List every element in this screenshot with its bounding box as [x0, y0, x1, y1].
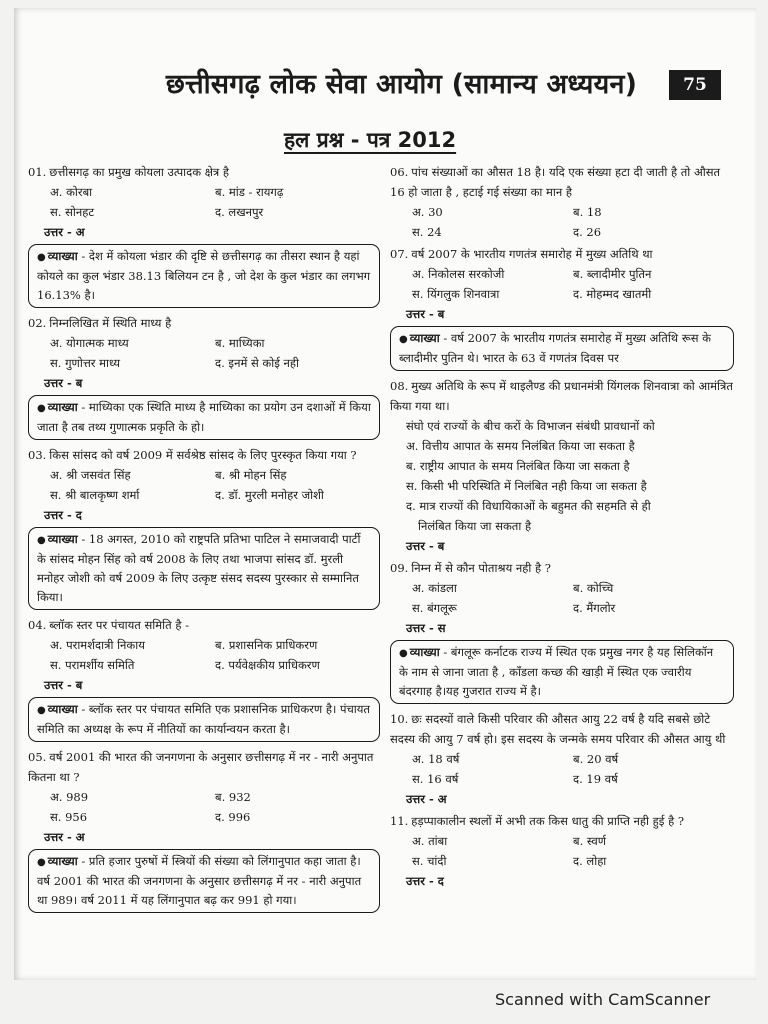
scanner-watermark: Scanned with CamScanner — [495, 990, 711, 1009]
option-c: स. 24 — [412, 225, 442, 239]
explanation-box — [28, 697, 380, 742]
option-d: द. लखनपुर — [215, 205, 264, 219]
question-text: वर्ष 2007 के भारतीय गणतंत्र समारोह में मुख्य अतिथि था — [411, 247, 653, 261]
option-b: ब. मांड - रायगढ़ — [215, 185, 284, 199]
question-number: 11. — [390, 814, 409, 828]
question-9 — [390, 558, 734, 704]
option-b: ब. माध्यिका — [215, 336, 265, 350]
explanation-head: व्याख्या — [47, 532, 78, 546]
question-number: 05. — [28, 750, 47, 764]
answer: उत्तर - अ — [406, 792, 447, 806]
option-d: द. 19 वर्ष — [573, 772, 618, 786]
option-b: ब. 932 — [215, 790, 251, 804]
answer: उत्तर - ब — [44, 678, 83, 692]
question-lead: संघो एवं राज्यों के बीच करों के विभाजन संबंधी प्रावधानों को — [406, 419, 655, 433]
option-a: अ. परामर्शदात्री निकाय — [50, 638, 145, 652]
question-text: छः सदस्यों वाले किसी परिवार की औसत आयु 22 वर्ष है यदि सबसे छोटे सदस्य की आयु 7 वर्ष हो। इस सदस्य के जन्मके समय परिवार की औसत आयु थी — [390, 712, 726, 746]
option-c: स. 956 — [50, 810, 88, 824]
question-number: 10. — [390, 712, 409, 726]
bullet-icon: ● — [37, 705, 46, 716]
explanation-box — [390, 326, 734, 371]
question-text: ब्लॉक स्तर पर पंचायत समिति है - — [49, 618, 189, 632]
question-2 — [28, 313, 380, 440]
option-a: अ. तांबा — [412, 834, 448, 848]
option-c: स. यिंगलुक शिनवात्रा — [412, 287, 500, 301]
question-text: निम्नलिखित में स्थिति माध्य है — [49, 316, 172, 330]
option-a: अ. कोरबा — [50, 185, 93, 199]
answer: उत्तर - द — [406, 874, 444, 888]
option-a: अ. निकोलस सरकोजी — [412, 267, 505, 281]
explanation-head: व्याख्या — [47, 249, 78, 263]
left-column — [28, 162, 380, 918]
answer: उत्तर - ब — [44, 376, 83, 390]
explanation-text: - माध्यिका एक स्थिति माध्य है माध्यिका का प्रयोग उन दशाओं में किया जाता है तब तथ्य गुणात्मक प्रकृति के हो। — [37, 400, 371, 434]
explanation-head: व्याख्या — [47, 400, 78, 414]
explanation-box — [390, 640, 734, 704]
option-b: ब. स्वर्ण — [573, 834, 607, 848]
question-text: किस सांसद को वर्ष 2009 में सर्वश्रेष्ठ सांसद के लिए पुरस्कृत किया गया ? — [49, 448, 357, 462]
explanation-box — [28, 527, 380, 610]
option-a: अ. 989 — [50, 790, 89, 804]
bullet-icon: ● — [399, 648, 408, 659]
option-b: ब. 20 वर्ष — [573, 752, 619, 766]
explanation-text: - देश में कोयला भंडार की दृष्टि से छत्तीसगढ़ का तीसरा स्थान है यहां कोयले का कुल भंडार 38.13 बिलियन टन है , जो देश के कुल भंडार का लगभग 16.13% है। — [37, 249, 371, 302]
option-c: स. सोनहट — [50, 205, 95, 219]
answer: उत्तर - द — [44, 508, 82, 522]
option-c: स. श्री बालकृष्ण शर्मा — [50, 488, 140, 502]
option-b: ब. कोच्चि — [573, 581, 614, 595]
option-b: ब. 18 — [573, 205, 602, 219]
option-a: अ. श्री जसवंत सिंह — [50, 468, 131, 482]
explanation-box — [28, 395, 380, 440]
explanation-text: - ब्लॉक स्तर पर पंचायत समिति एक प्रशासनिक प्राधिकरण है। पंचायत समिति का अध्यक्ष के रूप में नीतियों का कार्यान्वयन करता है। — [37, 702, 370, 736]
question-number: 03. — [28, 448, 47, 462]
question-number: 02. — [28, 316, 47, 330]
statement-d: द. मात्र राज्यों की विधायिकाओं के बहुमत की सहमति से ही — [406, 499, 651, 513]
explanation-text: - 18 अगस्त, 2010 को राष्ट्रपति प्रतिभा पाटिल ने समाजवादी पार्टी के सांसद मोहन सिंह को वर्ष 2008 के लिए तथा भाजपा सांसद डॉ. मुरली मनोहर जोशी को वर्ष 2009 के लिए उत्कृष्ट संसद सदस्य पुरस्कार से सम्मानित किया। — [37, 532, 361, 604]
option-d: द. डॉ. मुरली मनोहर जोशी — [215, 488, 324, 502]
bullet-icon: ● — [37, 535, 46, 546]
question-5 — [28, 747, 380, 913]
option-a: अ. 30 — [412, 205, 443, 219]
answer: उत्तर - स — [406, 621, 446, 635]
bullet-icon: ● — [37, 252, 46, 263]
question-11 — [390, 811, 734, 891]
option-d: द. इनमें से कोई नही — [215, 356, 299, 370]
question-3 — [28, 445, 380, 610]
explanation-head: व्याख्या — [409, 331, 440, 345]
option-c: स. चांदी — [412, 854, 447, 868]
answer: उत्तर - अ — [44, 830, 85, 844]
statement-c: स. किसी भी परिस्थिति में निलंबित नही किया जा सकता है — [406, 479, 647, 493]
question-text: मुख्य अतिथि के रूप में थाइलैण्ड की प्रधानमंत्री यिंगलक शिनवात्रा को आमंत्रित किया गया था। — [390, 379, 733, 413]
question-number: 09. — [390, 561, 409, 575]
option-d: द. मैंगलोर — [573, 601, 616, 615]
bullet-icon: ● — [37, 403, 46, 414]
option-b: ब. प्रशासनिक प्राधिकरण — [215, 638, 318, 652]
statement-d-continued: निलंबित किया जा सकता है — [418, 519, 532, 533]
answer: उत्तर - अ — [44, 225, 85, 239]
page-title: छत्तीसगढ़ लोक सेवा आयोग (सामान्य अध्ययन) — [165, 69, 638, 100]
explanation-text: - वर्ष 2007 के भारतीय गणतंत्र समारोह में मुख्य अतिथि रूस के ब्लादीमीर पुतिन थे। भारत के 63 वें गणतंत्र दिवस पर — [399, 331, 712, 365]
question-8 — [390, 376, 734, 556]
right-column — [390, 162, 734, 893]
explanation-head: व्याख्या — [47, 702, 78, 716]
statement-b: ब. राष्ट्रीय आपात के समय निलंबित किया जा सकता है — [406, 459, 630, 473]
question-6 — [390, 162, 734, 242]
question-text: छत्तीसगढ़ का प्रमुख कोयला उत्पादक क्षेत्र है — [49, 165, 230, 179]
question-number: 08. — [390, 379, 409, 393]
question-number: 01. — [28, 165, 47, 179]
question-text: पांच संख्याओं का औसत 18 है। यदि एक संख्या हटा दी जाती है तो औसत 16 हो जाता है , हटाई गई संख्या का मान है — [390, 165, 721, 199]
explanation-text: - बंगलूरू कर्नाटक राज्य में स्थित एक प्रमुख नगर है यह सिलिकॉन के नाम से जाना जाता है , कॉंडला कच्छ की खाड़ी में स्थित एक ज्वारीय बंदरगाह है।यह गुजरात राज्य में है। — [399, 645, 714, 698]
option-d: द. पर्यवेक्षकीय प्राधिकरण — [215, 658, 320, 672]
answer: उत्तर - ब — [406, 307, 445, 321]
answer: उत्तर - ब — [406, 539, 445, 553]
option-d: द. लोहा — [573, 854, 607, 868]
question-text: निम्न में से कौन पोताश्रय नही है ? — [411, 561, 551, 575]
explanation-head: व्याख्या — [47, 854, 78, 868]
option-c: स. परामर्शीय समिति — [50, 658, 135, 672]
option-c: स. बंगलूरू — [412, 601, 457, 615]
explanation-head: व्याख्या — [409, 645, 440, 659]
scanned-page — [14, 8, 756, 980]
option-d: द. मोहम्मद खातमी — [573, 287, 652, 301]
question-4 — [28, 615, 380, 742]
paper-subtitle: हल प्रश्न - पत्र 2012 — [284, 128, 457, 152]
question-7 — [390, 244, 734, 371]
explanation-box — [28, 849, 380, 913]
option-c: स. 16 वर्ष — [412, 772, 459, 786]
option-d: द. 996 — [215, 810, 251, 824]
option-a: अ. 18 वर्ष — [412, 752, 460, 766]
option-a: अ. कांडला — [412, 581, 457, 595]
option-b: ब. श्री मोहन सिंह — [215, 468, 287, 482]
question-10 — [390, 709, 734, 809]
explanation-text: - प्रति हजार पुरुषों में स्त्रियों की संख्या को लिंगानुपात कहा जाता है। वर्ष 2001 की भारत की जनगणना के अनुसार छत्तीसगढ़ में नर - नारी अनुपात था 989। वर्ष 2011 में यह लिंगानुपात बढ़ कर 991 हो गया। — [37, 854, 362, 907]
page-number-badge: 75 — [669, 70, 721, 100]
option-c: स. गुणोत्तर माध्य — [50, 356, 121, 370]
option-a: अ. योगात्मक माध्य — [50, 336, 129, 350]
bullet-icon: ● — [399, 334, 408, 345]
option-d: द. 26 — [573, 225, 602, 239]
question-number: 07. — [390, 247, 409, 261]
statement-a: अ. वित्तीय आपात के समय निलंबित किया जा सकता है — [406, 439, 635, 453]
bullet-icon: ● — [37, 857, 46, 868]
question-text: वर्ष 2001 की भारत की जनगणना के अनुसार छत्तीसगढ़ में नर - नारी अनुपात कितना था ? — [28, 750, 374, 784]
question-number: 06. — [390, 165, 409, 179]
explanation-box — [28, 244, 380, 308]
question-text: हड़प्पाकालीन स्थलों में अभी तक किस धातु की प्राप्ति नही हुई है ? — [411, 814, 685, 828]
option-b: ब. ब्लादीमीर पुतिन — [573, 267, 652, 281]
question-number: 04. — [28, 618, 47, 632]
question-1 — [28, 162, 380, 308]
